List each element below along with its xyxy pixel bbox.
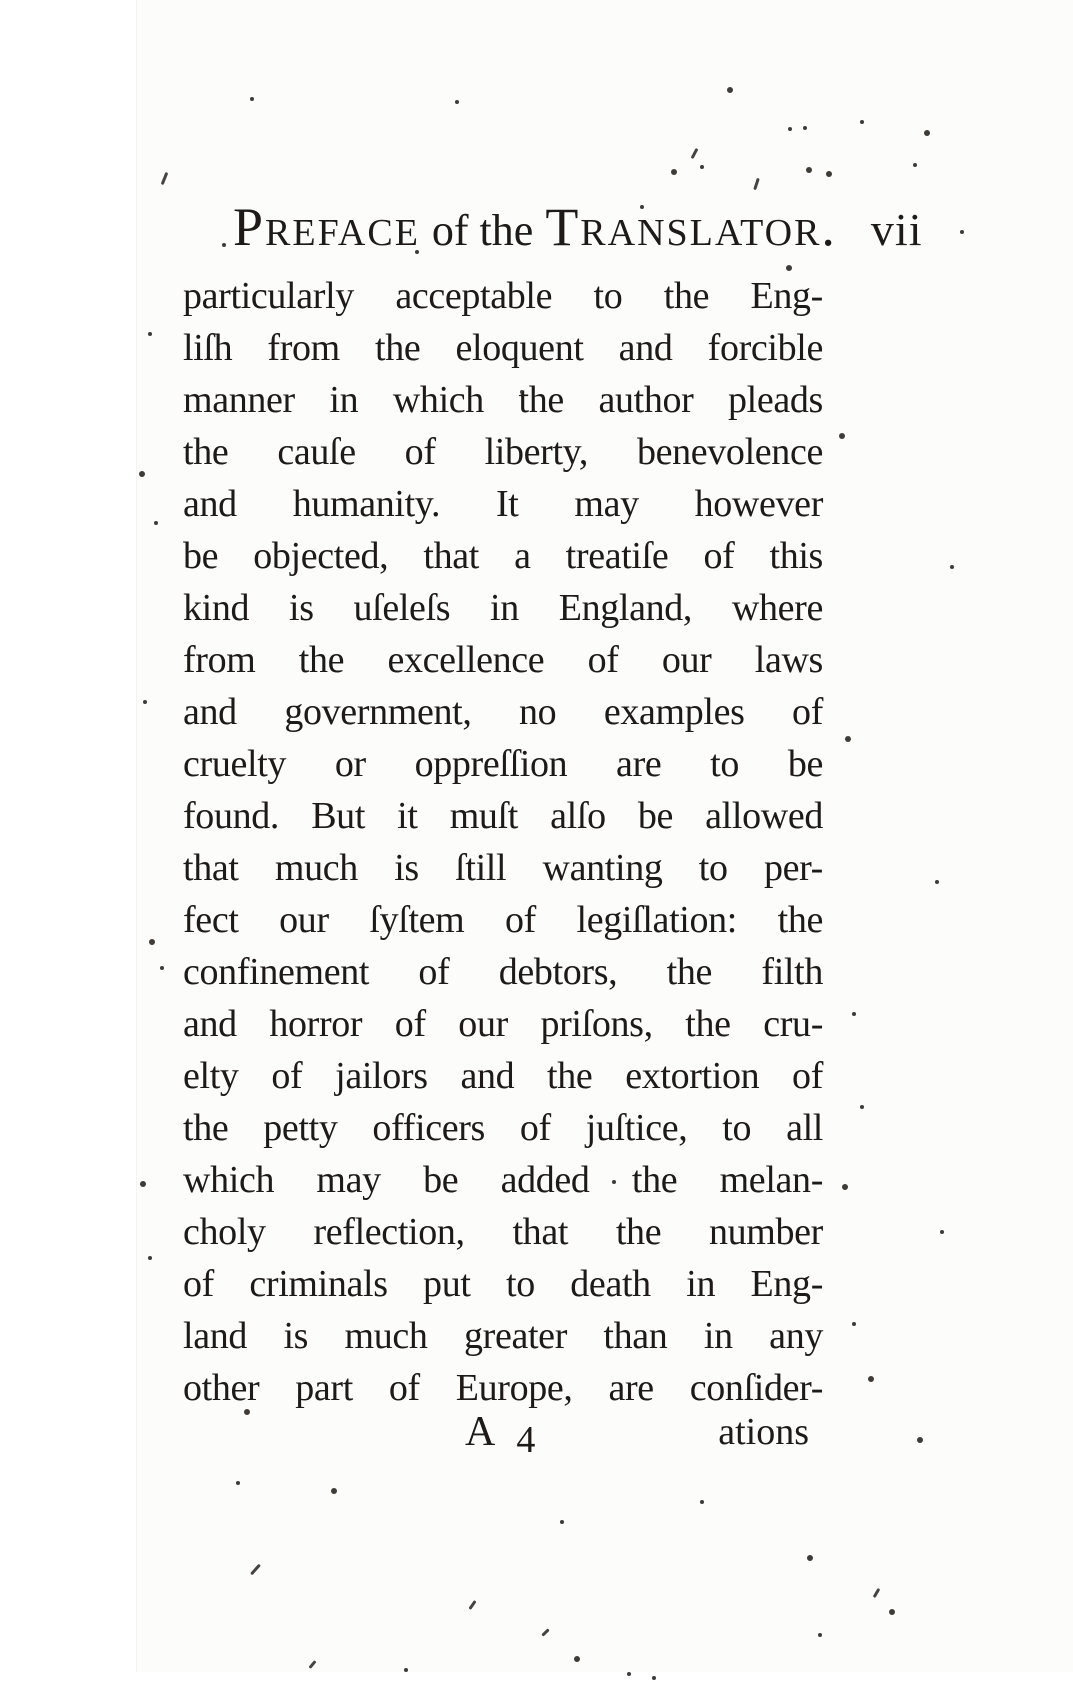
scan-noise-mark bbox=[250, 1564, 261, 1576]
text-line: and humanity. It may however bbox=[183, 483, 823, 525]
text-line: liſh from the eloquent and forcible bbox=[183, 327, 823, 369]
signature-mark bbox=[465, 1408, 537, 1461]
text-line: particularly acceptable to the Eng- bbox=[183, 275, 823, 317]
text-line: from the excellence of our laws bbox=[183, 639, 823, 681]
text-line: elty of jailors and the extortion of bbox=[183, 1055, 823, 1097]
text-line: kind is uſeleſs in England, where bbox=[183, 587, 823, 629]
text-line: that much is ſtill wanting to per- bbox=[183, 847, 823, 889]
text-line: and horror of our priſons, the cru- bbox=[183, 1003, 823, 1045]
text-line: of criminals put to death in Eng- bbox=[183, 1263, 823, 1305]
text-line: found. But it muſt alſo be allowed bbox=[183, 795, 823, 837]
text-line: fect our ſyſtem of legiſlation: the bbox=[183, 899, 823, 941]
text-line: other part of Europe, are conſider- bbox=[183, 1367, 823, 1409]
text-line: the cauſe of liberty, benevolence bbox=[183, 431, 823, 473]
scan-edge-left bbox=[0, 0, 137, 1698]
scan-noise-mark bbox=[468, 1600, 476, 1610]
scan-noise-mark bbox=[691, 148, 699, 159]
body-text bbox=[183, 270, 823, 1414]
running-title-word: Translator. bbox=[545, 197, 837, 257]
signature-letter: A bbox=[465, 1409, 497, 1455]
text-line: the petty officers of juſtice, to all bbox=[183, 1107, 823, 1149]
text-line: choly reflection, that the number bbox=[183, 1211, 823, 1253]
text-line: manner in which the author pleads bbox=[183, 379, 823, 421]
text-line: cruelty or oppreſſion are to be bbox=[183, 743, 823, 785]
scan-noise-mark bbox=[541, 1628, 549, 1636]
scan-noise-mark bbox=[308, 1660, 316, 1669]
text-line: which may be added the melan- bbox=[183, 1159, 823, 1201]
signature-number: 4 bbox=[516, 1419, 537, 1461]
scan-noise-specks bbox=[0, 0, 4, 4]
scan-noise-mark bbox=[753, 178, 760, 190]
text-line: land is much greater than in any bbox=[183, 1315, 823, 1357]
running-head bbox=[183, 196, 923, 258]
page-footer bbox=[183, 1408, 823, 1478]
text-line: and government, no examples of bbox=[183, 691, 823, 733]
text-line: be objected, that a treatiſe of this bbox=[183, 535, 823, 577]
page-number: vii bbox=[870, 204, 923, 255]
scan-noise-mark bbox=[873, 1588, 881, 1598]
catchword: ations bbox=[718, 1411, 809, 1453]
scan-edge-bottom bbox=[0, 1672, 1073, 1698]
scan-noise-mark bbox=[161, 172, 169, 185]
text-line: confinement of debtors, the filth bbox=[183, 951, 823, 993]
running-title-connector: of the bbox=[431, 206, 534, 255]
running-title-word: Preface bbox=[233, 197, 420, 257]
